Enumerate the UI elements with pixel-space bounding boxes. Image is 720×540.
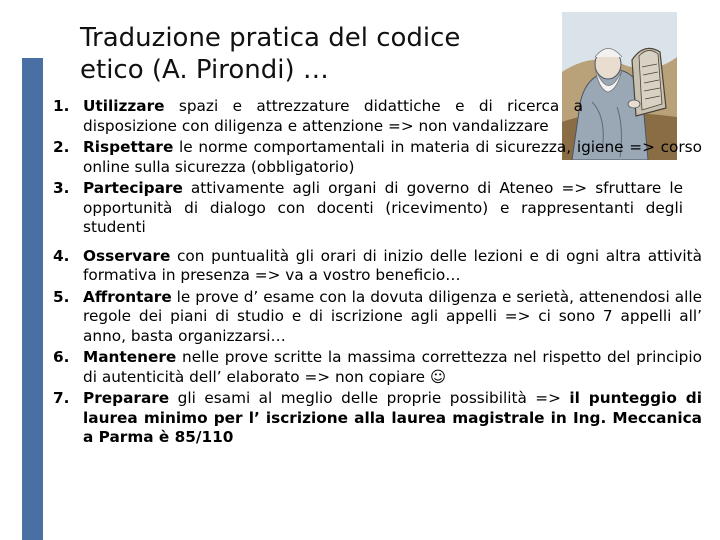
accent-bar bbox=[22, 58, 43, 540]
item-verb: Partecipare bbox=[83, 179, 183, 197]
list-item bbox=[50, 179, 683, 238]
item-verb: Rispettare bbox=[83, 138, 174, 156]
item-text: attivamente agli organi di governo di Ateneo => sfruttare le opportunità di dialogo con docenti (ricevimento) e rappresentanti degli studenti bbox=[83, 179, 683, 236]
title-line-2: etico (A. Pirondi) … bbox=[80, 55, 329, 85]
item-number: 5. bbox=[53, 287, 70, 306]
list-item bbox=[50, 247, 702, 286]
item-verb: Utilizzare bbox=[83, 97, 165, 115]
item-number: 3. bbox=[53, 179, 70, 197]
item-number: 6. bbox=[53, 348, 70, 366]
item-text: nelle prove scritte la massima correttezza nel rispetto del principio di autenticità dell’ elaborato => non copiare ☺ bbox=[83, 348, 702, 386]
item-highlight: il punteggio di laurea minimo per l’ iscrizione alla laurea magistrale in Ing. Meccanica a Parma è 85/110 bbox=[83, 389, 702, 446]
ethics-rules-list bbox=[50, 97, 702, 448]
list-item bbox=[50, 138, 702, 177]
item-text: gli esami al meglio delle proprie possibilità => bbox=[169, 389, 570, 407]
item-number: 2. bbox=[53, 138, 70, 156]
item-text: le prove d’ esame con la dovuta diligenza e serietà, attenendosi alle regole dei piani di studio e di iscrizione agli appelli => ci sono 7 appelli all’ anno, basta organizzarsi… bbox=[83, 287, 702, 345]
list-item bbox=[50, 348, 702, 387]
slide-title bbox=[80, 22, 460, 86]
title-line-1: Traduzione pratica del codice bbox=[80, 23, 461, 53]
item-verb: Mantenere bbox=[83, 348, 177, 366]
item-text: le norme comportamentali in materia di sicurezza, igiene => corso online sulla sicurezza (obbligatorio) bbox=[83, 138, 702, 176]
list-item bbox=[50, 288, 702, 347]
list-item bbox=[50, 97, 583, 136]
item-number: 1. bbox=[53, 97, 70, 115]
item-number: 7. bbox=[53, 389, 70, 407]
item-text: spazi e attrezzature didattiche e di ricerca a disposizione con diligenza e attenzione => non vandalizzare bbox=[83, 97, 583, 135]
list-item bbox=[50, 389, 702, 448]
item-verb: Osservare bbox=[83, 246, 171, 265]
item-verb: Preparare bbox=[83, 389, 170, 407]
item-text: con puntualità gli orari di inizio delle lezioni e di ogni altra attività formativa in presenza => va a vostro beneficio… bbox=[83, 246, 702, 284]
item-verb: Affrontare bbox=[83, 287, 172, 306]
item-number: 4. bbox=[53, 246, 70, 265]
